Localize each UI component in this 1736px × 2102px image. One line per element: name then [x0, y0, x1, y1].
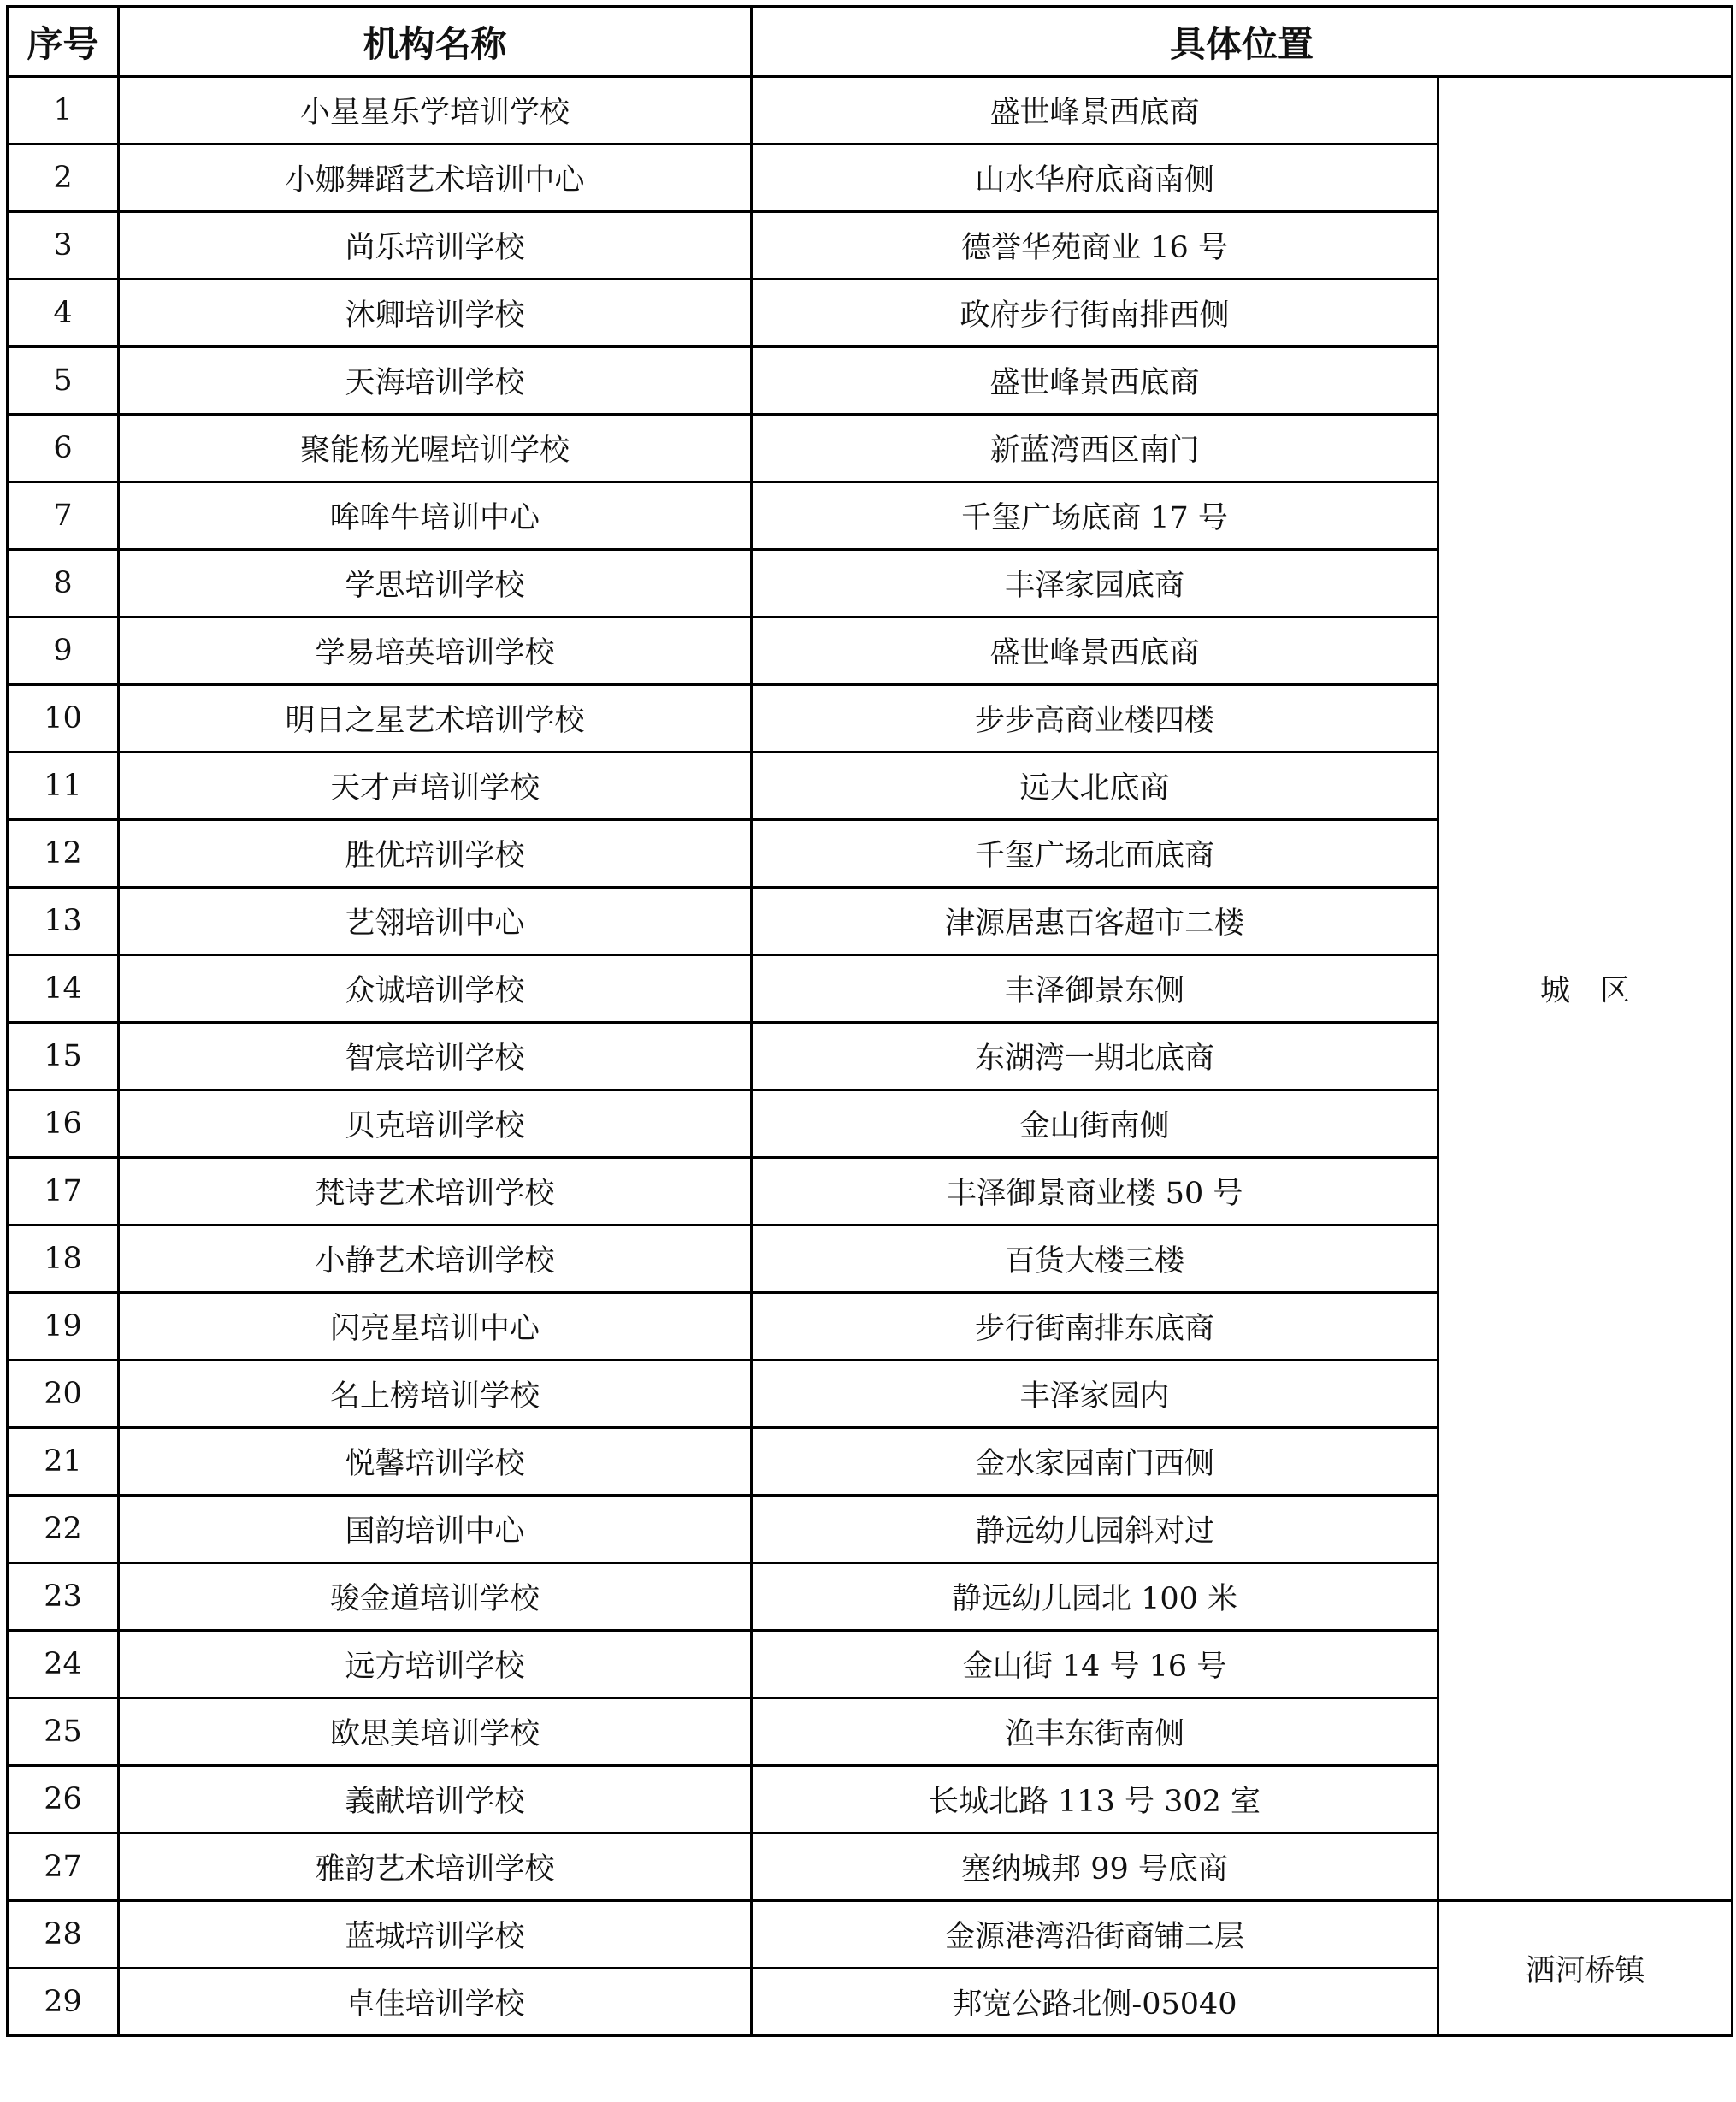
header-location: 具体位置 [752, 7, 1733, 77]
institution-address: 远大北底商 [752, 753, 1438, 820]
institution-name: 雅韵艺术培训学校 [119, 1833, 752, 1901]
row-index: 10 [8, 685, 119, 753]
region-town: 洒河桥镇 [1438, 1901, 1733, 2036]
row-index: 27 [8, 1833, 119, 1901]
row-index: 13 [8, 888, 119, 955]
row-index: 6 [8, 415, 119, 482]
row-index: 16 [8, 1090, 119, 1158]
row-index: 8 [8, 550, 119, 617]
institution-table [6, 5, 1733, 2037]
header-index: 序号 [8, 7, 119, 77]
row-index: 15 [8, 1023, 119, 1090]
institution-name: 远方培训学校 [119, 1631, 752, 1698]
institution-name: 艺翎培训中心 [119, 888, 752, 955]
header-name: 机构名称 [119, 7, 752, 77]
institution-address: 步步高商业楼四楼 [752, 685, 1438, 753]
institution-name: 梵诗艺术培训学校 [119, 1158, 752, 1225]
institution-name: 众诚培训学校 [119, 955, 752, 1023]
institution-name: 胜优培训学校 [119, 820, 752, 888]
institution-address: 静远幼儿园斜对过 [752, 1496, 1438, 1563]
row-index: 12 [8, 820, 119, 888]
row-index: 4 [8, 280, 119, 347]
row-index: 25 [8, 1698, 119, 1766]
institution-name: 尚乐培训学校 [119, 212, 752, 280]
row-index: 18 [8, 1225, 119, 1293]
row-index: 9 [8, 617, 119, 685]
row-index: 29 [8, 1969, 119, 2036]
institution-name: 卓佳培训学校 [119, 1969, 752, 2036]
institution-name: 国韵培训中心 [119, 1496, 752, 1563]
institution-address: 长城北路 113 号 302 室 [752, 1766, 1438, 1833]
institution-address: 丰泽御景东侧 [752, 955, 1438, 1023]
institution-address: 盛世峰景西底商 [752, 347, 1438, 415]
row-index: 14 [8, 955, 119, 1023]
institution-address: 津源居惠百客超市二楼 [752, 888, 1438, 955]
institution-name: 義献培训学校 [119, 1766, 752, 1833]
institution-address: 丰泽家园内 [752, 1361, 1438, 1428]
institution-address: 东湖湾一期北底商 [752, 1023, 1438, 1090]
institution-address: 千玺广场底商 17 号 [752, 482, 1438, 550]
institution-name: 悦馨培训学校 [119, 1428, 752, 1496]
institution-name: 名上榜培训学校 [119, 1361, 752, 1428]
institution-address: 邦宽公路北侧-05040 [752, 1969, 1438, 2036]
institution-name: 小娜舞蹈艺术培训中心 [119, 145, 752, 212]
institution-address: 金水家园南门西侧 [752, 1428, 1438, 1496]
institution-name: 学易培英培训学校 [119, 617, 752, 685]
institution-name: 哞哞牛培训中心 [119, 482, 752, 550]
institution-name: 贝克培训学校 [119, 1090, 752, 1158]
institution-name: 沐卿培训学校 [119, 280, 752, 347]
institution-address: 金山街南侧 [752, 1090, 1438, 1158]
institution-address: 新蓝湾西区南门 [752, 415, 1438, 482]
header-row [8, 7, 1733, 77]
row-index: 28 [8, 1901, 119, 1969]
institution-name: 小星星乐学培训学校 [119, 77, 752, 145]
institution-address: 静远幼儿园北 100 米 [752, 1563, 1438, 1631]
institution-address: 渔丰东街南侧 [752, 1698, 1438, 1766]
row-index: 3 [8, 212, 119, 280]
institution-address: 金山街 14 号 16 号 [752, 1631, 1438, 1698]
row-index: 1 [8, 77, 119, 145]
institution-address: 千玺广场北面底商 [752, 820, 1438, 888]
institution-name: 蓝城培训学校 [119, 1901, 752, 1969]
row-index: 21 [8, 1428, 119, 1496]
table-row [8, 77, 1733, 145]
row-index: 23 [8, 1563, 119, 1631]
institution-address: 盛世峰景西底商 [752, 77, 1438, 145]
institution-name: 欧思美培训学校 [119, 1698, 752, 1766]
institution-name: 聚能杨光喔培训学校 [119, 415, 752, 482]
institution-name: 天海培训学校 [119, 347, 752, 415]
row-index: 17 [8, 1158, 119, 1225]
table-body [8, 77, 1733, 2036]
row-index: 11 [8, 753, 119, 820]
institution-name: 天才声培训学校 [119, 753, 752, 820]
institution-address: 德誉华苑商业 16 号 [752, 212, 1438, 280]
row-index: 2 [8, 145, 119, 212]
row-index: 20 [8, 1361, 119, 1428]
institution-name: 学思培训学校 [119, 550, 752, 617]
institution-name: 小静艺术培训学校 [119, 1225, 752, 1293]
row-index: 19 [8, 1293, 119, 1361]
institution-address: 政府步行街南排西侧 [752, 280, 1438, 347]
row-index: 7 [8, 482, 119, 550]
institution-address: 丰泽家园底商 [752, 550, 1438, 617]
region-city: 城 区 [1438, 77, 1733, 1901]
row-index: 22 [8, 1496, 119, 1563]
row-index: 26 [8, 1766, 119, 1833]
institution-name: 智宸培训学校 [119, 1023, 752, 1090]
institution-address: 丰泽御景商业楼 50 号 [752, 1158, 1438, 1225]
institution-address: 山水华府底商南侧 [752, 145, 1438, 212]
table-row [8, 1901, 1733, 1969]
institution-name: 骏金道培训学校 [119, 1563, 752, 1631]
institution-address: 百货大楼三楼 [752, 1225, 1438, 1293]
institution-address: 步行街南排东底商 [752, 1293, 1438, 1361]
institution-address: 塞纳城邦 99 号底商 [752, 1833, 1438, 1901]
row-index: 24 [8, 1631, 119, 1698]
institution-name: 明日之星艺术培训学校 [119, 685, 752, 753]
institution-address: 金源港湾沿街商铺二层 [752, 1901, 1438, 1969]
row-index: 5 [8, 347, 119, 415]
institution-address: 盛世峰景西底商 [752, 617, 1438, 685]
institution-name: 闪亮星培训中心 [119, 1293, 752, 1361]
